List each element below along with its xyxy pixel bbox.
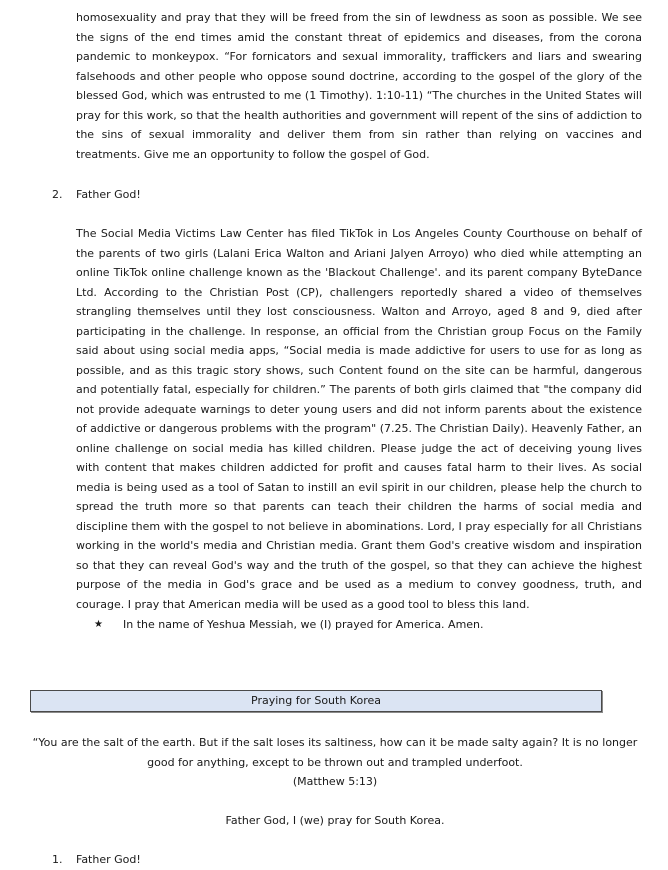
prayer-paragraph-body: The Social Media Victims Law Center has filed TikTok in Los Angeles County Courthouse on behalf of the parents of two girls (Lalani Erica Walton and Ariani Jalyen Arroyo) who died while attempting an online TikTok online challenge known as the 'Blackout Challenge'. and its parent company ByteDance Ltd. According to the Christian Post (CP), challengers reportedly shared a video of themselves strangling themselves until they lost consciousness. Walton and Arroyo, aged 8 and 9, died after participating in the challenge. In response, an official from the Christian group Focus on the Family said about using social media apps, “Social media is made addictive for users to use for as long as possible, and as this tragic story shows, such Content found on the site can be harmful, dangerous and potentially fatal, especially for children.” The parents of both girls claimed that "the company did not provide adequate warnings to deter young users and did not inform parents about the existence of addictive or dangerous problems with the program" (7.25. The Christian Daily). Heavenly Father, an online challenge on social media has killed children. Please judge the act of deceiving young lives with content that makes children addicted for profit and causes fatal harm to their lives. As social media is being used as a tool of Satan to instill an evil spirit in our children, please help the church to spread the truth more so that parents can teach their children the harms of social media and discipline them with the gospel to not believe in abominations. Lord, I pray especially for all Christians working in the world's media and Christian media. Grant them God's creative wisdom and inspiration so that they can reveal God's way and the truth of the gospel, so that they can achieve the highest purpose of the media in God's grace and be used as a medium to convey goodness, truth, and courage. I pray that American media will be used as a good tool to bless this land. [76, 227, 642, 611]
prayer-intro: Father God, I (we) pray for South Korea. [225, 814, 445, 827]
section-header [30, 690, 602, 712]
list-item-number: 2. [52, 188, 63, 201]
verse-reference: (Matthew 5:13) [292, 775, 378, 788]
list-item-number: 1. [52, 853, 63, 866]
list-item-title: Father God! [76, 188, 141, 201]
prayer-paragraph-top: homosexuality and pray that they will be freed from the sin of lewdness as soon as possible. We see the signs of the end times amid the constant threat of epidemics and diseases, from the corona pandemic to monkeypox. “For fornicators and sexual immorality, traffickers and liars and swearing falsehoods and other people who oppose sound doctrine, according to the gospel of the glory of the blessed God, which was entrusted to me (1 Timothy). 1:10-11) “The churches in the United States will pray for this work, so that the health authorities and government will repent of the sins of addiction to the sins of sexual immorality and deliver them from sin rather than relying on vaccines and treatments. Give me an opportunity to follow the gospel of God. [76, 11, 642, 161]
list-item-title: Father God! [76, 853, 141, 866]
section-title: Praying for South Korea [251, 694, 381, 707]
closing-prayer-line: In the name of Yeshua Messiah, we (I) prayed for America. Amen. [123, 618, 484, 631]
star-icon: ★ [94, 619, 103, 630]
bible-verse: “You are the salt of the earth. But if the salt loses its saltiness, how can it be made salty again? It is no longer good for anything, except to be thrown out and trampled underfoot. [32, 736, 638, 769]
